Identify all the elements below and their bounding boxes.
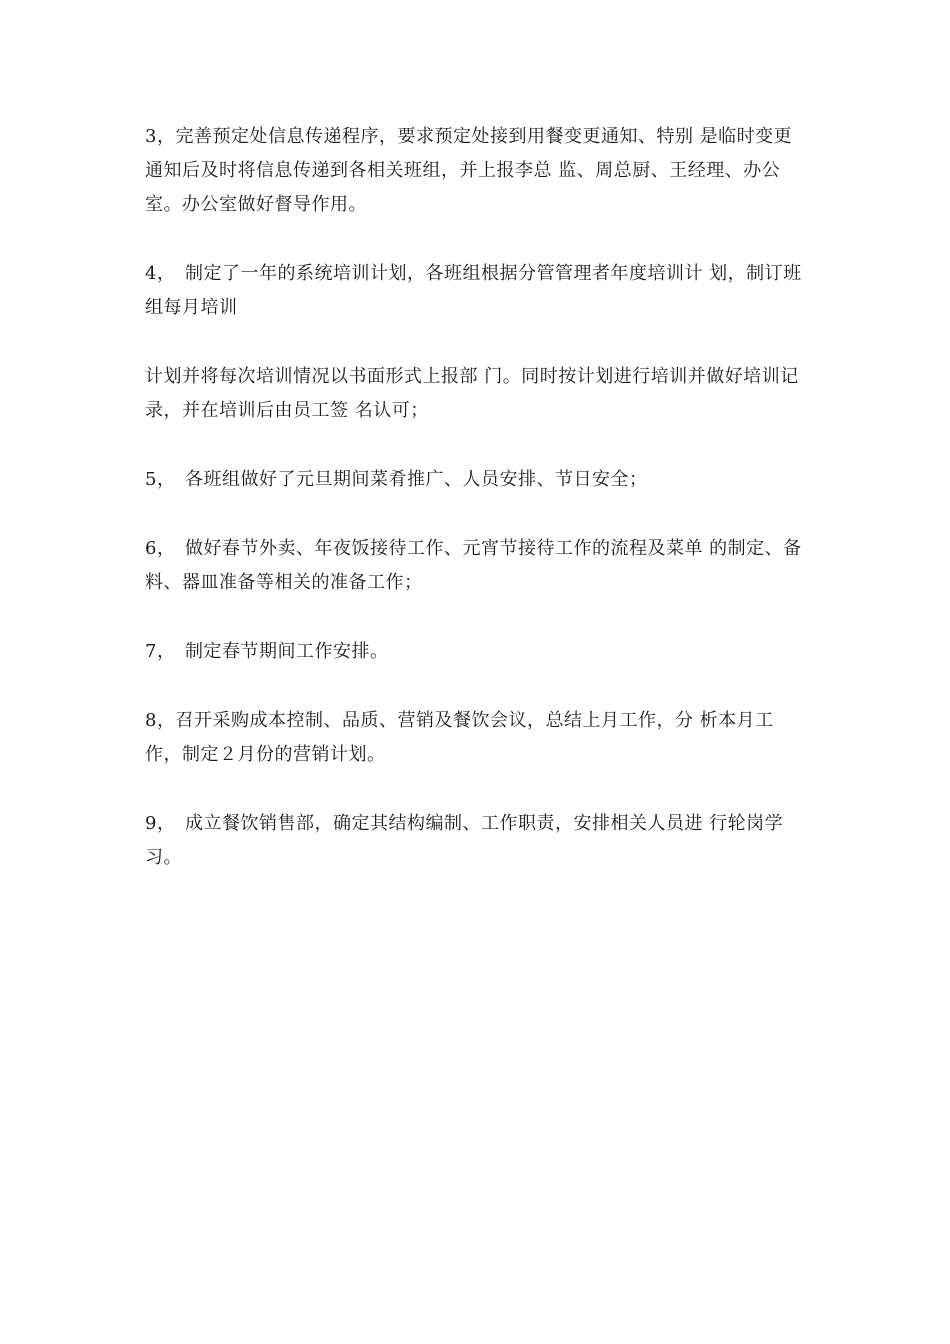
paragraph-item-6: 6， 做好春节外卖、年夜饭接待工作、元宵节接待工作的流程及菜单 的制定、备料、器皿准备等相关的准备工作； <box>145 538 802 593</box>
paragraph-item-9: 9， 成立餐饮销售部，确定其结构编制、工作职责，安排相关人员进 行轮岗学习。 <box>145 813 784 868</box>
paragraph-item-4: 4， 制定了一年的系统培训计划，各班组根据分管管理者年度培训计 划，制订班组每月培训 <box>145 263 802 318</box>
paragraph-item-5: 5， 各班组做好了元旦期间菜肴推广、人员安排、节日安全； <box>145 469 648 490</box>
paragraph-item-3: 3，完善预定处信息传递程序，要求预定处接到用餐变更通知、特别 是临时变更通知后及时将信息传递到各相关班组，并上报李总 监、周总厨、王经理、办公室。办公室做好督导作用。 <box>145 126 793 215</box>
paragraph-item-8: 8，召开采购成本控制、品质、营销及餐饮会议，总结上月工作，分 析本月工作，制定２月份的营销计划。 <box>145 710 774 765</box>
paragraph-item-7: 7， 制定春节期间工作安排。 <box>145 641 389 662</box>
document-body <box>145 120 810 910</box>
paragraph-item-4-continued: 计划并将每次培训情况以书面形式上报部 门。同时按计划进行培训并做好培训记录，并在培训后由员工签 名认可； <box>145 366 799 421</box>
